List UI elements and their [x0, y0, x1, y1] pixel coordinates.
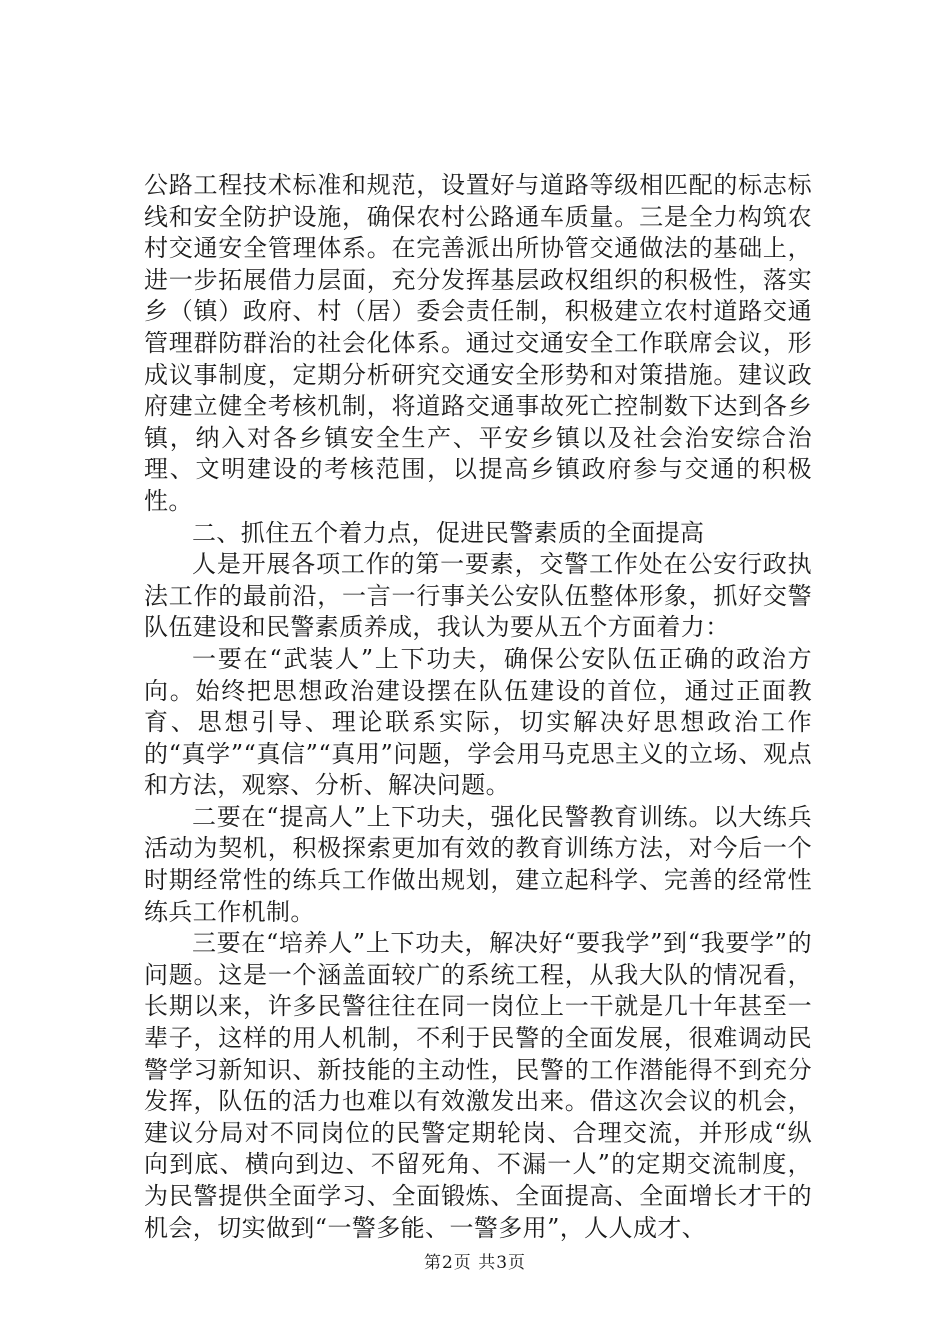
paragraph-1: 公路工程技术标准和规范，设置好与道路等级相匹配的标志标线和安全防护设施，确保农村公路通车质量。三是全力构筑农村交通安全管理体系。在完善派出所协管交通做法的基础上，进一步拓展借力层面，充分发挥基层政权组织的积极性，落实乡（镇）政府、村（居）委会责任制，积极建立农村道路交通管理群防群治的社会化体系。通过交通安全工作联席会议，形成议事制度，定期分析研究交通安全形势和对策措施。建议政府建立健全考核机制，将道路交通事故死亡控制数下达到各乡镇，纳入对各乡镇安全生产、平安乡镇以及社会治安综合治理、文明建设的考核范围，以提高乡镇政府参与交通的积极性。 — [144, 171, 812, 515]
paragraph-3: 人是开展各项工作的第一要素，交警工作处在公安行政执法工作的最前沿，一言一行事关公安队伍整体形象，抓好交警队伍建设和民警素质养成，我认为要从五个方面着力： — [144, 550, 812, 642]
section-heading: 二、抓住五个着力点，促进民警素质的全面提高 — [192, 518, 705, 547]
page-number-footer: 第2页 共3页 — [423, 1253, 527, 1273]
paragraph-4: 一要在“武装人”上下功夫，确保公安队伍正确的政治方向。始终把思想政治建设摆在队伍建设的首位，通过正面教育、思想引导、理论联系实际，切实解决好思想政治工作的“真学”“真信”“真用”问题，学会用马克思主义的立场、观点和方法，观察、分析、解决问题。 — [144, 644, 812, 800]
paragraph-5: 二要在“提高人”上下功夫，强化民警教育训练。以大练兵活动为契机，积极探索更加有效的教育训练方法，对今后一个时期经常性的练兵工作做出规划，建立起科学、完善的经常性练兵工作机制。 — [144, 802, 812, 926]
paragraph-6: 三要在“培养人”上下功夫，解决好“要我学”到“我要学”的问题。这是一个涵盖面较广的系统工程，从我大队的情况看，长期以来，许多民警往往在同一岗位上一干就是几十年甚至一辈子，这样的用人机制，不利于民警的全面发展，很难调动民警学习新知识、新技能的主动性，民警的工作潜能得不到充分发挥，队伍的活力也难以有效激发出来。借这次会议的机会，建议分局对不同岗位的民警定期轮岗、合理交流，并形成“纵向到底、横向到边、不留死角、不漏一人”的定期交流制度，为民警提供全面学习、全面锻炼、全面提高、全面增长才干的机会，切实做到“一警多能、一警多用”，人人成才、 — [144, 929, 812, 1242]
document-body — [144, 170, 812, 1244]
